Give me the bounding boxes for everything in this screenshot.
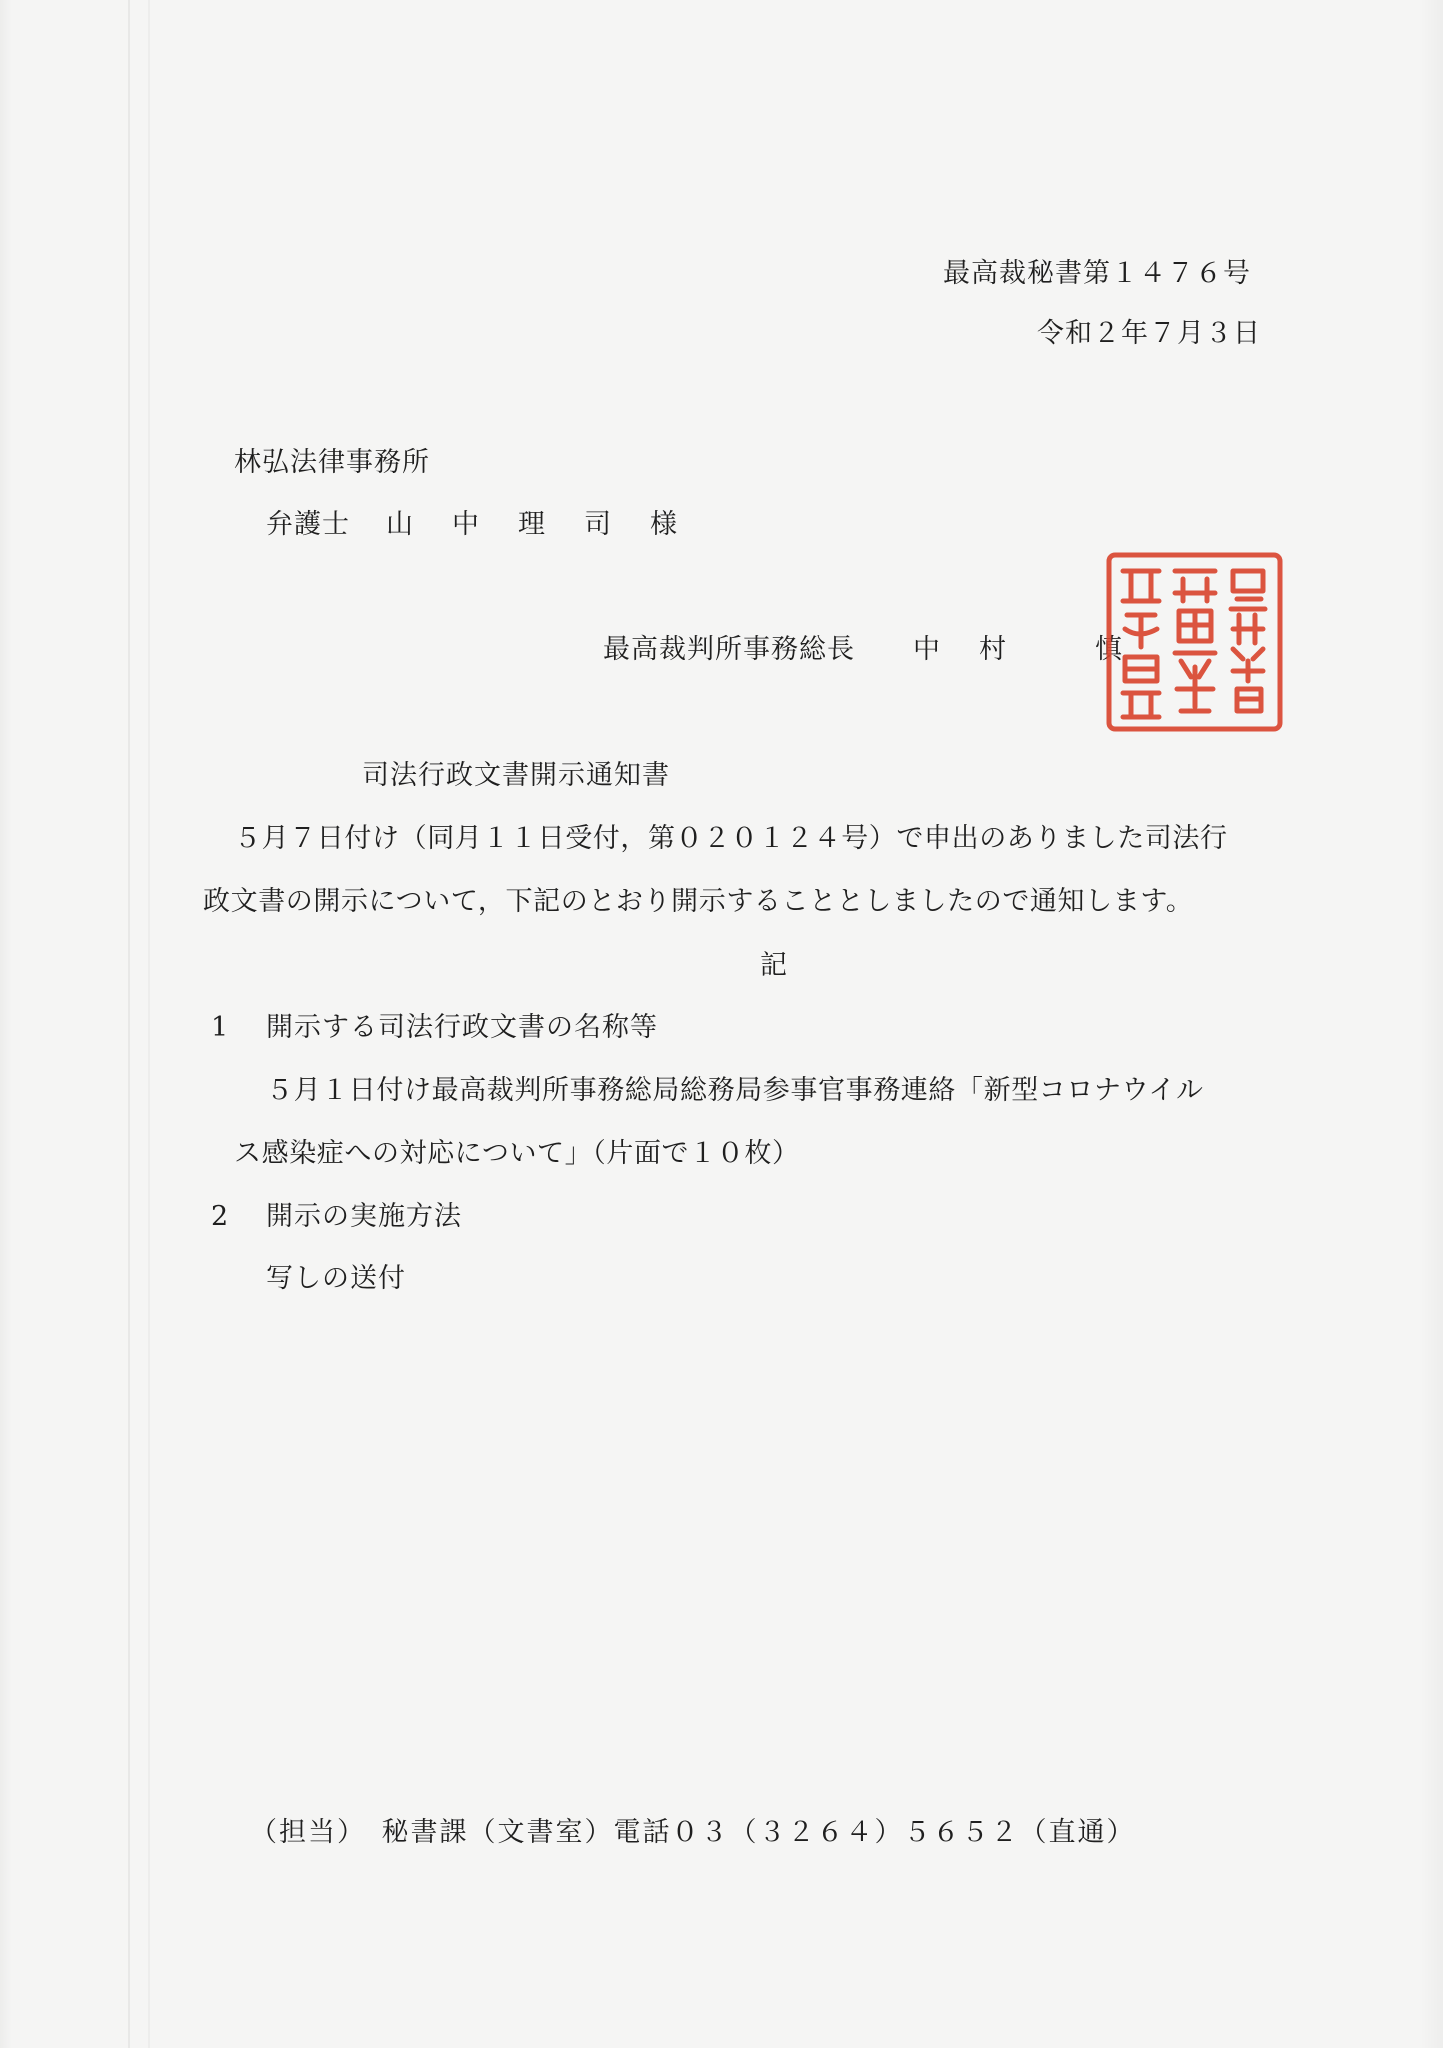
contact-line: （担当） 秘書課（文書室）電話０３（３２６４）５６５２（直通） (250, 1817, 1136, 1848)
item-heading: 開示の実施方法 (266, 1201, 462, 1232)
sender-org: 最高裁判所事務総長 (603, 634, 855, 665)
sender-name-given: 慎 (1095, 634, 1123, 665)
item-number: 2 (211, 1201, 230, 1232)
scan-crease (128, 0, 130, 2048)
document-number: 最高裁秘書第１４７６号 (943, 258, 1251, 289)
addressee-title: 弁護士 (266, 509, 350, 540)
item-detail-line: 写しの送付 (266, 1263, 406, 1294)
body-text-line: 政文書の開示について，下記のとおり開示することとしましたので通知します。 (203, 886, 1194, 917)
sender-name-family: 中 村 (913, 634, 1012, 665)
official-seal-stamp (1103, 549, 1286, 735)
item-detail-line: ５月１日付け最高裁判所事務総局総務局参事官事務連絡「新型コロナウイル (266, 1075, 1204, 1106)
document-title: 司法行政文書開示通知書 (362, 760, 670, 791)
document-date: 令和２年７月３日 (1037, 318, 1261, 349)
addressee-office: 林弘法律事務所 (234, 447, 430, 478)
addressee-name: 山 中 理 司 様 (386, 509, 683, 540)
item-number: 1 (211, 1012, 230, 1043)
body-text-line: ５月７日付け（同月１１日受付，第０２０１２４号）で申出のありました司法行 (234, 823, 1228, 854)
scan-crease (148, 0, 150, 2048)
item-detail-line: ス感染症への対応について」（片面で１０枚） (234, 1138, 800, 1169)
ki-heading: 記 (760, 950, 788, 981)
item-heading: 開示する司法行政文書の名称等 (266, 1012, 658, 1043)
